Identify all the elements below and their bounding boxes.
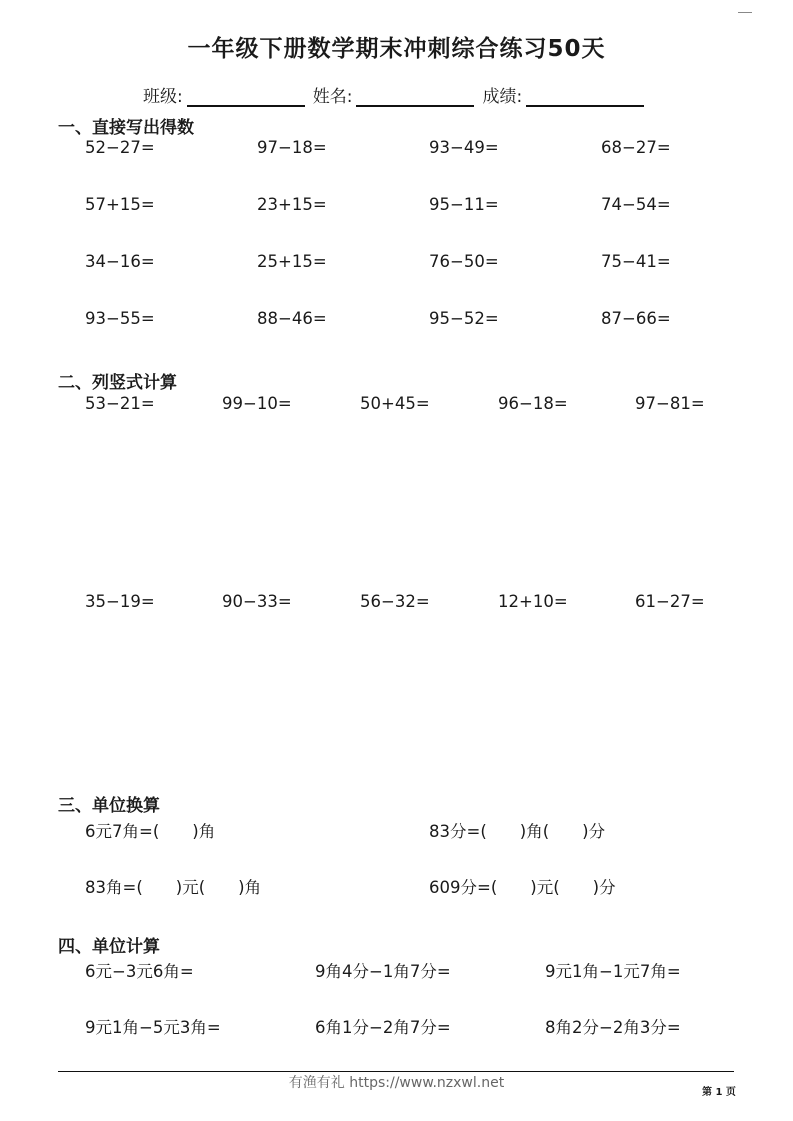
s2-problem: 35−19=	[85, 592, 155, 611]
footer-watermark[interactable]: 有渔有礼 https://www.nzxwl.net	[288, 1075, 505, 1091]
s3-problem: 609分=( )元( )分	[429, 878, 616, 897]
s2-problem: 97−81=	[635, 394, 705, 413]
s4-problem: 6元−3元6角=	[85, 962, 194, 981]
page-title: 一年级下册数学期末冲刺综合练习50天	[187, 36, 606, 62]
s2-problem: 50+45=	[360, 394, 430, 413]
s2-problem: 61−27=	[635, 592, 705, 611]
s3-problem: 83角=( )元( )角	[85, 878, 262, 897]
s4-problem: 9角4分−1角7分=	[315, 962, 451, 981]
s1-problem: 95−11=	[429, 195, 499, 214]
name-label: 姓名:	[312, 87, 353, 107]
s2-problem: 99−10=	[222, 394, 292, 413]
class-blank[interactable]	[187, 89, 305, 107]
section2-heading: 二、列竖式计算	[58, 373, 177, 393]
student-info	[143, 82, 652, 107]
s2-problem: 90−33=	[222, 592, 292, 611]
s1-problem: 52−27=	[85, 138, 155, 157]
name-blank[interactable]	[356, 89, 474, 107]
s1-problem: 87−66=	[601, 309, 671, 328]
s2-problem: 12+10=	[498, 592, 568, 611]
s4-problem: 9元1角−5元3角=	[85, 1018, 221, 1037]
s3-problem: 6元7角=( )角	[85, 822, 216, 841]
s1-problem: 88−46=	[257, 309, 327, 328]
s1-problem: 93−49=	[429, 138, 499, 157]
s4-problem: 8角2分−2角3分=	[545, 1018, 681, 1037]
page-number: 第 1 页	[702, 1087, 736, 1098]
s1-problem: 57+15=	[85, 195, 155, 214]
s3-problem: 83分=( )角( )分	[429, 822, 606, 841]
s1-problem: 25+15=	[257, 252, 327, 271]
s4-problem: 6角1分−2角7分=	[315, 1018, 451, 1037]
class-label: 班级:	[143, 87, 183, 107]
s2-problem: 53−21=	[85, 394, 155, 413]
s1-problem: 97−18=	[257, 138, 327, 157]
section3-heading: 三、单位换算	[58, 796, 160, 816]
s1-problem: 68−27=	[601, 138, 671, 157]
score-label: 成绩:	[482, 87, 523, 107]
s1-problem: 34−16=	[85, 252, 155, 271]
scan-mark	[738, 12, 752, 13]
score-blank[interactable]	[526, 89, 644, 107]
s1-problem: 76−50=	[429, 252, 499, 271]
s1-problem: 95−52=	[429, 309, 499, 328]
s1-problem: 74−54=	[601, 195, 671, 214]
s2-problem: 56−32=	[360, 592, 430, 611]
s1-problem: 75−41=	[601, 252, 671, 271]
s2-problem: 96−18=	[498, 394, 568, 413]
s1-problem: 93−55=	[85, 309, 155, 328]
s4-problem: 9元1角−1元7角=	[545, 962, 681, 981]
section4-heading: 四、单位计算	[58, 937, 160, 957]
s1-problem: 23+15=	[257, 195, 327, 214]
section1-heading: 一、直接写出得数	[58, 118, 194, 138]
